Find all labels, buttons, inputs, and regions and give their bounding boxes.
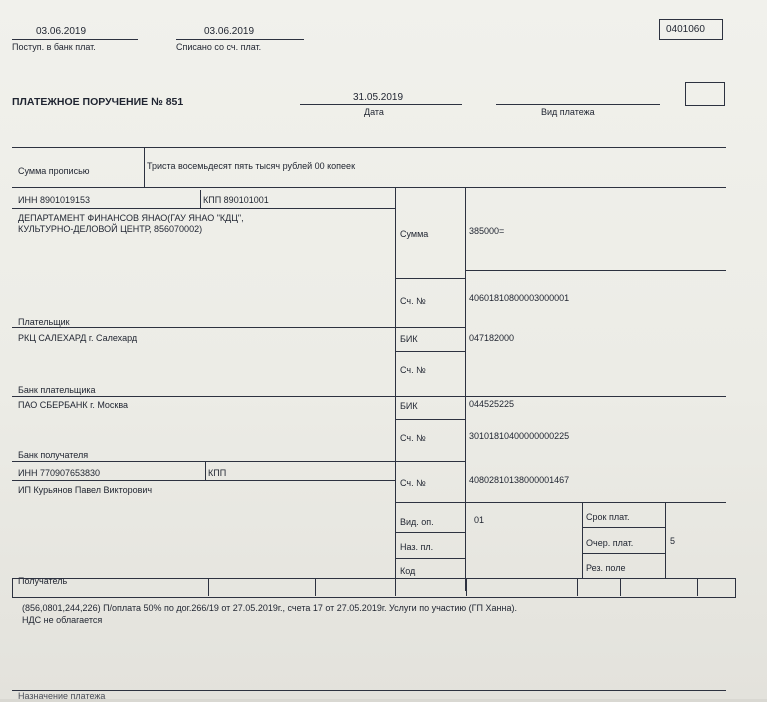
priority-bottom-line bbox=[582, 553, 665, 554]
payer-inn-kpp-divider bbox=[200, 190, 201, 208]
recipient-account-label: Сч. № bbox=[400, 478, 426, 488]
purpose-line-1: (856,0801,244,226) П/оплата 50% по дог.266/19 от 27.05.2019г., счета 17 от 27.05.2019г. Услуги по участию (ГП Ханна). bbox=[22, 603, 517, 613]
payer-inn-line bbox=[12, 208, 395, 209]
op-type-label: Вид. оп. bbox=[400, 517, 434, 527]
recipient-account: 40802810138000001467 bbox=[469, 475, 570, 485]
recipient-kpp: КПП bbox=[208, 468, 227, 478]
recipient-corr-account: 30101810400000000225 bbox=[469, 431, 570, 441]
recipient-bank-label: Банк получателя bbox=[18, 450, 89, 460]
recipient-name: ИП Курьянов Павел Викторович bbox=[18, 485, 153, 495]
footer-line bbox=[12, 690, 726, 691]
document-date-label: Дата bbox=[364, 107, 384, 117]
payer-bottom-line bbox=[12, 327, 466, 328]
reserve-label: Рез. поле bbox=[586, 563, 626, 573]
payer-kpp: КПП 890101001 bbox=[203, 195, 269, 205]
sum-bottom-line bbox=[465, 270, 726, 271]
recipient-inn-kpp-divider bbox=[205, 462, 206, 480]
recipient-inn-line bbox=[12, 480, 395, 481]
operation-top-line bbox=[395, 502, 726, 503]
due-label: Срок плат. bbox=[586, 512, 630, 522]
amount-words-bottom-line bbox=[12, 187, 726, 188]
payer-bik-bottom-line bbox=[395, 351, 465, 352]
code-label: Код bbox=[400, 566, 416, 576]
tax-cell-divider-4 bbox=[466, 578, 467, 596]
document-date: 31.05.2019 bbox=[353, 92, 404, 103]
document-date-line bbox=[300, 104, 462, 105]
op-type-bottom-line bbox=[395, 532, 465, 533]
recipient-inn: ИНН 770907653830 bbox=[18, 468, 101, 478]
payer-bank-bottom-line bbox=[12, 396, 726, 397]
payer-name-line-2: КУЛЬТУРНО-ДЕЛОВОЙ ЦЕНТР, 856070002) bbox=[18, 224, 203, 234]
debited-date: 03.06.2019 bbox=[204, 26, 255, 37]
received-date: 03.06.2019 bbox=[36, 26, 87, 37]
due-bottom-line bbox=[582, 527, 665, 528]
payment-type-label: Вид платежа bbox=[541, 107, 595, 117]
purpose-code-bottom-line bbox=[395, 558, 465, 559]
recipient-bank-bottom-line bbox=[12, 461, 466, 462]
sum-value: 385000= bbox=[469, 226, 505, 236]
priority-label: Очер. плат. bbox=[586, 538, 634, 548]
purpose-code-label: Наз. пл. bbox=[400, 542, 434, 552]
tax-info-row bbox=[12, 578, 736, 598]
form-code: 0401060 bbox=[666, 24, 705, 35]
payer-account: 40601810800003000001 bbox=[469, 293, 570, 303]
operation-divider-right bbox=[665, 502, 666, 578]
tax-cell-divider-7 bbox=[697, 578, 698, 596]
payer-bik: 047182000 bbox=[469, 333, 515, 343]
amount-words-top-line bbox=[12, 147, 726, 148]
payer-bank-name: РКЦ САЛЕХАРД г. Салехард bbox=[18, 333, 138, 343]
tax-cell-divider-3 bbox=[395, 578, 396, 596]
debited-date-label: Списано со сч. плат. bbox=[176, 42, 262, 52]
recipient-bik-bottom-line bbox=[395, 419, 465, 420]
recipient-bik-label: БИК bbox=[400, 401, 418, 411]
document-title: ПЛАТЕЖНОЕ ПОРУЧЕНИЕ № 851 bbox=[12, 96, 184, 108]
tax-cell-divider-2 bbox=[315, 578, 316, 596]
amount-words-value: Триста восемьдесят пять тысяч рублей 00 копеек bbox=[147, 161, 356, 171]
payment-type-line bbox=[496, 104, 660, 105]
column-divider-left bbox=[395, 187, 396, 591]
recipient-label: Получатель bbox=[18, 576, 68, 586]
payer-inn: ИНН 8901019153 bbox=[18, 195, 91, 205]
payer-bank-account-label: Сч. № bbox=[400, 365, 426, 375]
payer-bik-label: БИК bbox=[400, 334, 418, 344]
payer-label: Плательщик bbox=[18, 317, 70, 327]
received-date-line bbox=[12, 39, 138, 40]
tax-cell-divider-1 bbox=[208, 578, 209, 596]
sum-label: Сумма bbox=[400, 229, 429, 239]
payer-name-line-1: ДЕПАРТАМЕНТ ФИНАНСОВ ЯНАО(ГАУ ЯНАО "КДЦ", bbox=[18, 213, 244, 223]
tax-cell-divider-5 bbox=[577, 578, 578, 596]
tax-cell-divider-6 bbox=[620, 578, 621, 596]
operation-divider bbox=[582, 502, 583, 578]
op-type-value: 01 bbox=[474, 515, 485, 525]
amount-words-label: Сумма прописью bbox=[18, 166, 90, 176]
recipient-bik: 044525225 bbox=[469, 399, 515, 409]
sum-left-bottom-line bbox=[395, 278, 465, 279]
received-date-label: Поступ. в банк плат. bbox=[12, 42, 96, 52]
purpose-line-2: НДС не облагается bbox=[22, 615, 103, 625]
payer-bank-label: Банк плательщика bbox=[18, 385, 96, 395]
recipient-bank-name: ПАО СБЕРБАНК г. Москва bbox=[18, 400, 129, 410]
debited-date-line bbox=[176, 39, 304, 40]
priority-value: 5 bbox=[670, 536, 676, 546]
amount-words-divider bbox=[144, 147, 145, 187]
recipient-corr-account-label: Сч. № bbox=[400, 433, 426, 443]
payer-account-label: Сч. № bbox=[400, 296, 426, 306]
footer-label: Назначение платежа bbox=[18, 691, 106, 701]
column-divider-right bbox=[465, 187, 466, 591]
status-box bbox=[685, 82, 725, 106]
